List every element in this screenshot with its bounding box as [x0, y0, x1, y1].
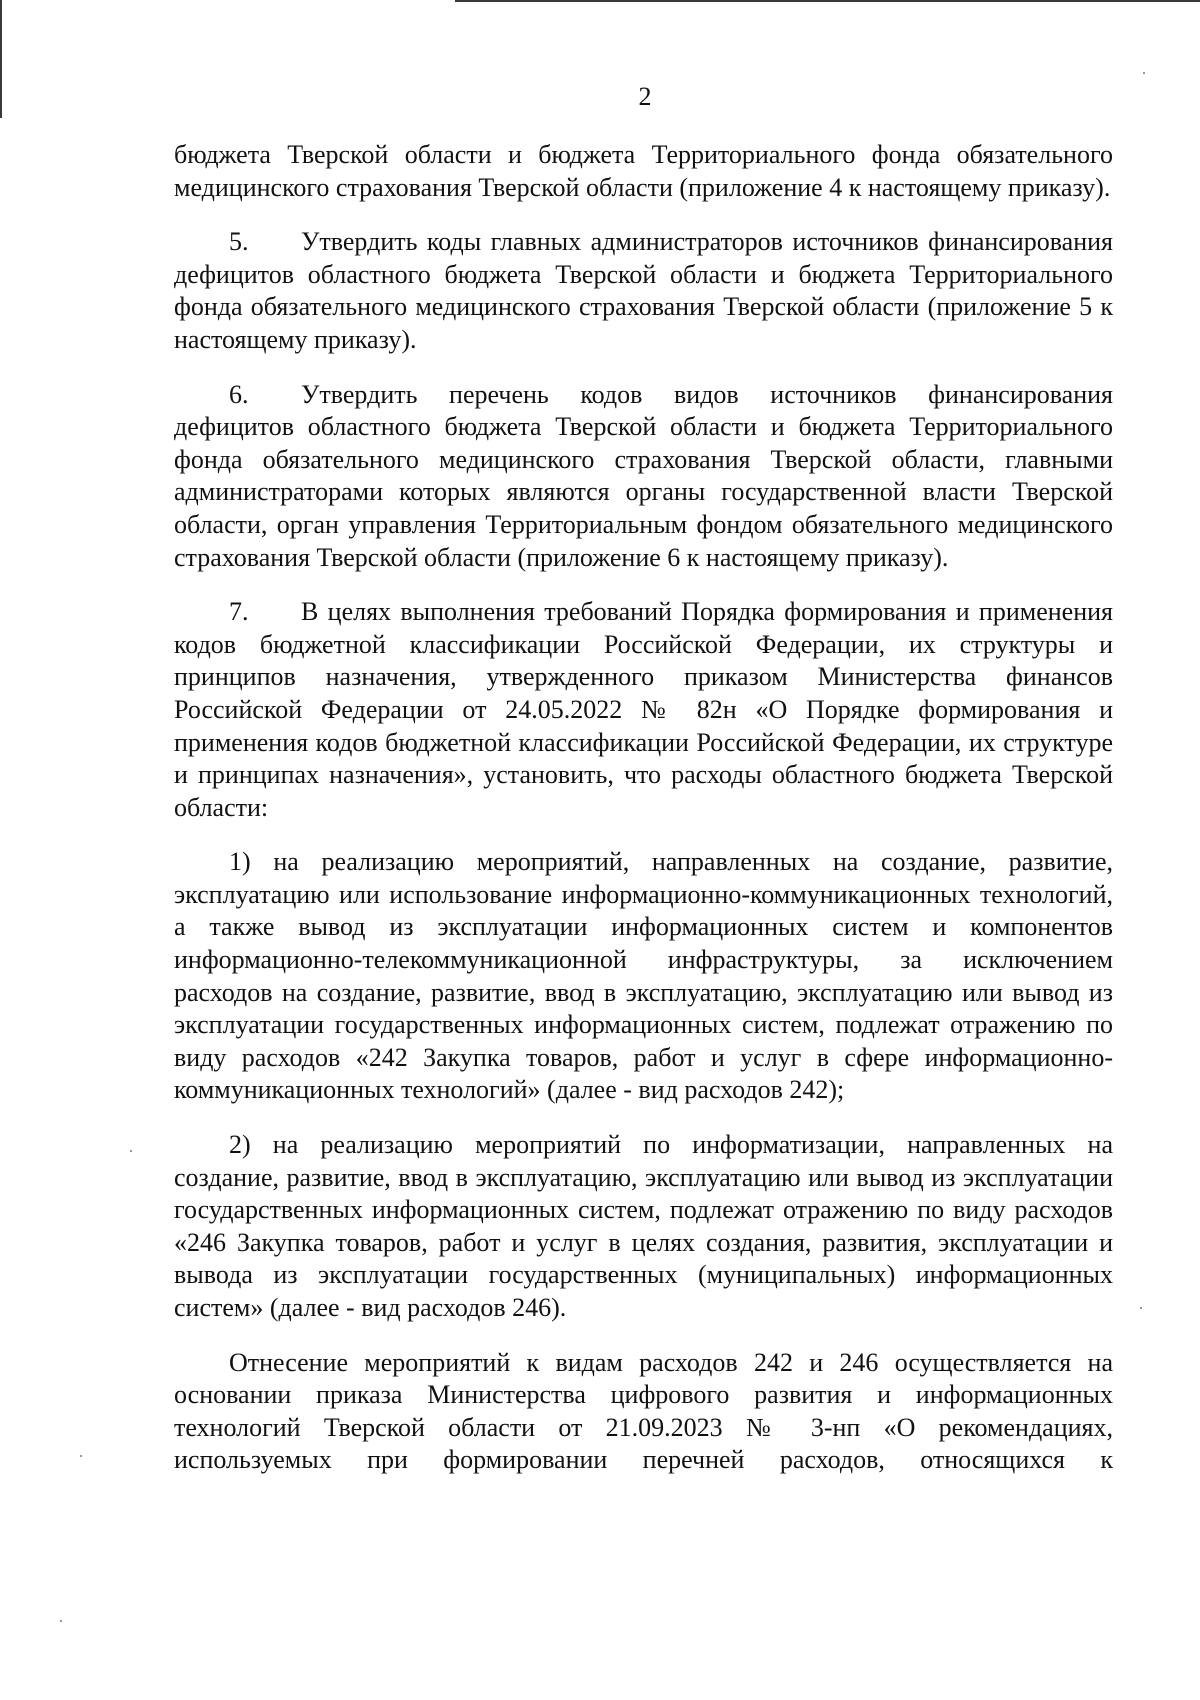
- item-number: 7.: [229, 597, 249, 627]
- item-number: 6.: [229, 379, 249, 409]
- document-body: [174, 139, 1113, 1499]
- scan-speck: [130, 1150, 132, 1152]
- paragraph-continuation: [174, 139, 1113, 204]
- paragraph-text: бюджета Тверской области и бюджета Территориального фонда обязательного медицинского страхования Тверской области (приложение 4 к настоящему приказу).: [174, 140, 1113, 202]
- item-number: 5.: [229, 227, 249, 257]
- paragraph-item-6: [174, 379, 1113, 575]
- paragraph-text: В целях выполнения требований Порядка формирования и применения кодов бюджетной классификации Российской Федерации, их структуры и принципов назначения, утвержденного приказом Министерства финансов Российской Федерации от 24.05.2022 № 82н «О Порядке формирования и применения кодов бюджетной классификации Российской Федерации, их структуре и принципах назначения», установить, что расходы областного бюджета Тверской области:: [174, 597, 1113, 822]
- paragraph-classification-note: [174, 1347, 1113, 1477]
- scan-top-edge: [455, 0, 1200, 2]
- scan-speck: [1140, 1307, 1142, 1309]
- paragraph-item-5: [174, 226, 1113, 356]
- scan-speck: [60, 1620, 62, 1622]
- paragraph-text: 1) на реализацию мероприятий, направленных на создание, развитие, эксплуатацию или использование информационно-коммуникационных технологий, а также вывод из эксплуатации информационных систем и компонентов информационно-телекоммуникационной инфраструктуры, за исключением расходов на создание, развитие, ввод в эксплуатацию, эксплуатацию или вывод из эксплуатации государственных информационных систем, подлежат отражению по виду расходов «242 Закупка товаров, работ и услуг в сфере информационно-коммуникационных технологий» (далее - вид расходов 242);: [174, 847, 1113, 1105]
- scan-speck: [80, 1455, 82, 1457]
- paragraph-text: 2) на реализацию мероприятий по информатизации, направленных на создание, развитие, ввод в эксплуатацию, эксплуатацию или вывод из эксплуатации государственных информационных систем, подлежат отражению по виду расходов «246 Закупка товаров, работ и услуг в целях создания, развития, эксплуатации и вывода из эксплуатации государственных (муниципальных) информационных систем» (далее - вид расходов 246).: [174, 1130, 1113, 1322]
- page-number: 2: [638, 82, 652, 111]
- paragraph-text: Утвердить перечень кодов видов источников финансирования дефицитов областного бюджета Тверской области и бюджета Территориального фонда обязательного медицинского страхования Тверской области, главными администраторами которых являются органы государственной власти Тверской области, орган управления Территориальным фондом обязательного медицинского страхования Тверской области (приложение 6 к настоящему приказу).: [174, 379, 1113, 572]
- paragraph-item-7: [174, 596, 1113, 824]
- subparagraph-1: [174, 846, 1113, 1107]
- scan-speck: [1143, 72, 1145, 74]
- paragraph-text: Утвердить коды главных администраторов источников финансирования дефицитов областного бюджета Тверской области и бюджета Территориального фонда обязательного медицинского страхования Тверской области (приложение 5 к настоящему приказу).: [174, 227, 1113, 354]
- subparagraph-2: [174, 1129, 1113, 1325]
- paragraph-text: Отнесение мероприятий к видам расходов 242 и 246 осуществляется на основании приказа Министерства цифрового развития и информационных технологий Тверской области от 21.09.2023 № 3-нп «О рекомендациях, используемых при формировании перечней расходов, относящихся к: [174, 1347, 1113, 1475]
